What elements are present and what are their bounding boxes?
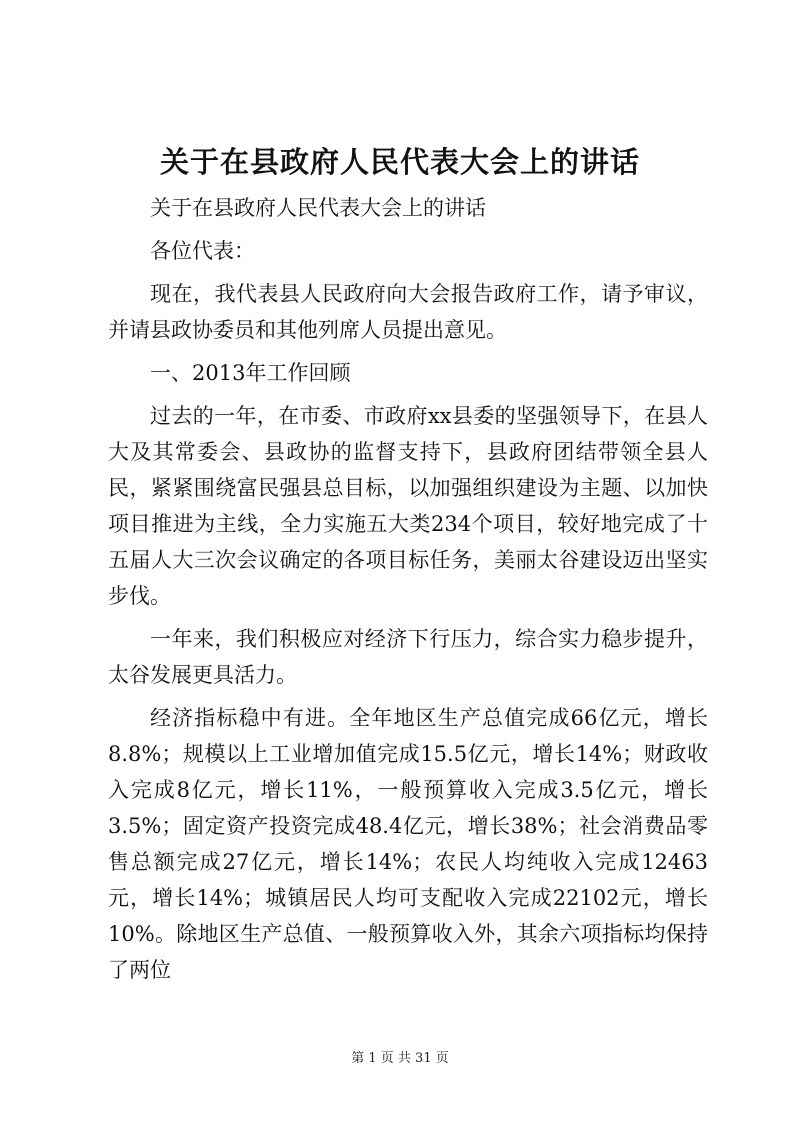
page-number-footer: 第 1 页 共 31 页 (351, 1051, 449, 1066)
paragraph: 经济指标稳中有进。全年地区生产总值完成66亿元，增长8.8%；规模以上工业增加值完成15.5亿元，增长14%；财政收入完成8亿元，增长11%，一般预算收入完成3.5亿元，增长3.5%；固定资产投资完成48.4亿元，增长38%；社会消费品零售总额完成27亿元，增长14%；农民人均纯收入完成12463元，增长14%；城镇居民人均可支配收入完成22102元，增长10%。除地区生产总值、一般预算收入外，其余六项指标均保持了两位 (108, 706, 708, 982)
page-title: 关于在县政府人民代表大会上的讲话 (159, 145, 640, 179)
paragraph: 一、2013年工作回顾 (150, 361, 351, 385)
document-body (108, 190, 708, 995)
paragraph: 过去的一年，在市委、市政府xx县委的坚强领导下，在县人大及其常委会、县政协的监督支持下，县政府团结带领全县人民，紧紧围绕富民强县总目标，以加强组织建设为主题、以加快项目推进为主线，全力实施五大类234个项目，较好地完成了十五届人大三次会议确定的各项目标任务，美丽太谷建设迈出坚实步伐。 (108, 404, 708, 608)
paragraph: 关于在县政府人民代表大会上的讲话 (150, 196, 486, 220)
paragraph: 各位代表： (150, 239, 255, 263)
paragraph: 一年来，我们积极应对经济下行压力，综合实力稳步提升，太谷发展更具活力。 (108, 627, 708, 687)
paragraph: 现在，我代表县人民政府向大会报告政府工作，请予审议，并请县政协委员和其他列席人员提出意见。 (108, 282, 708, 342)
